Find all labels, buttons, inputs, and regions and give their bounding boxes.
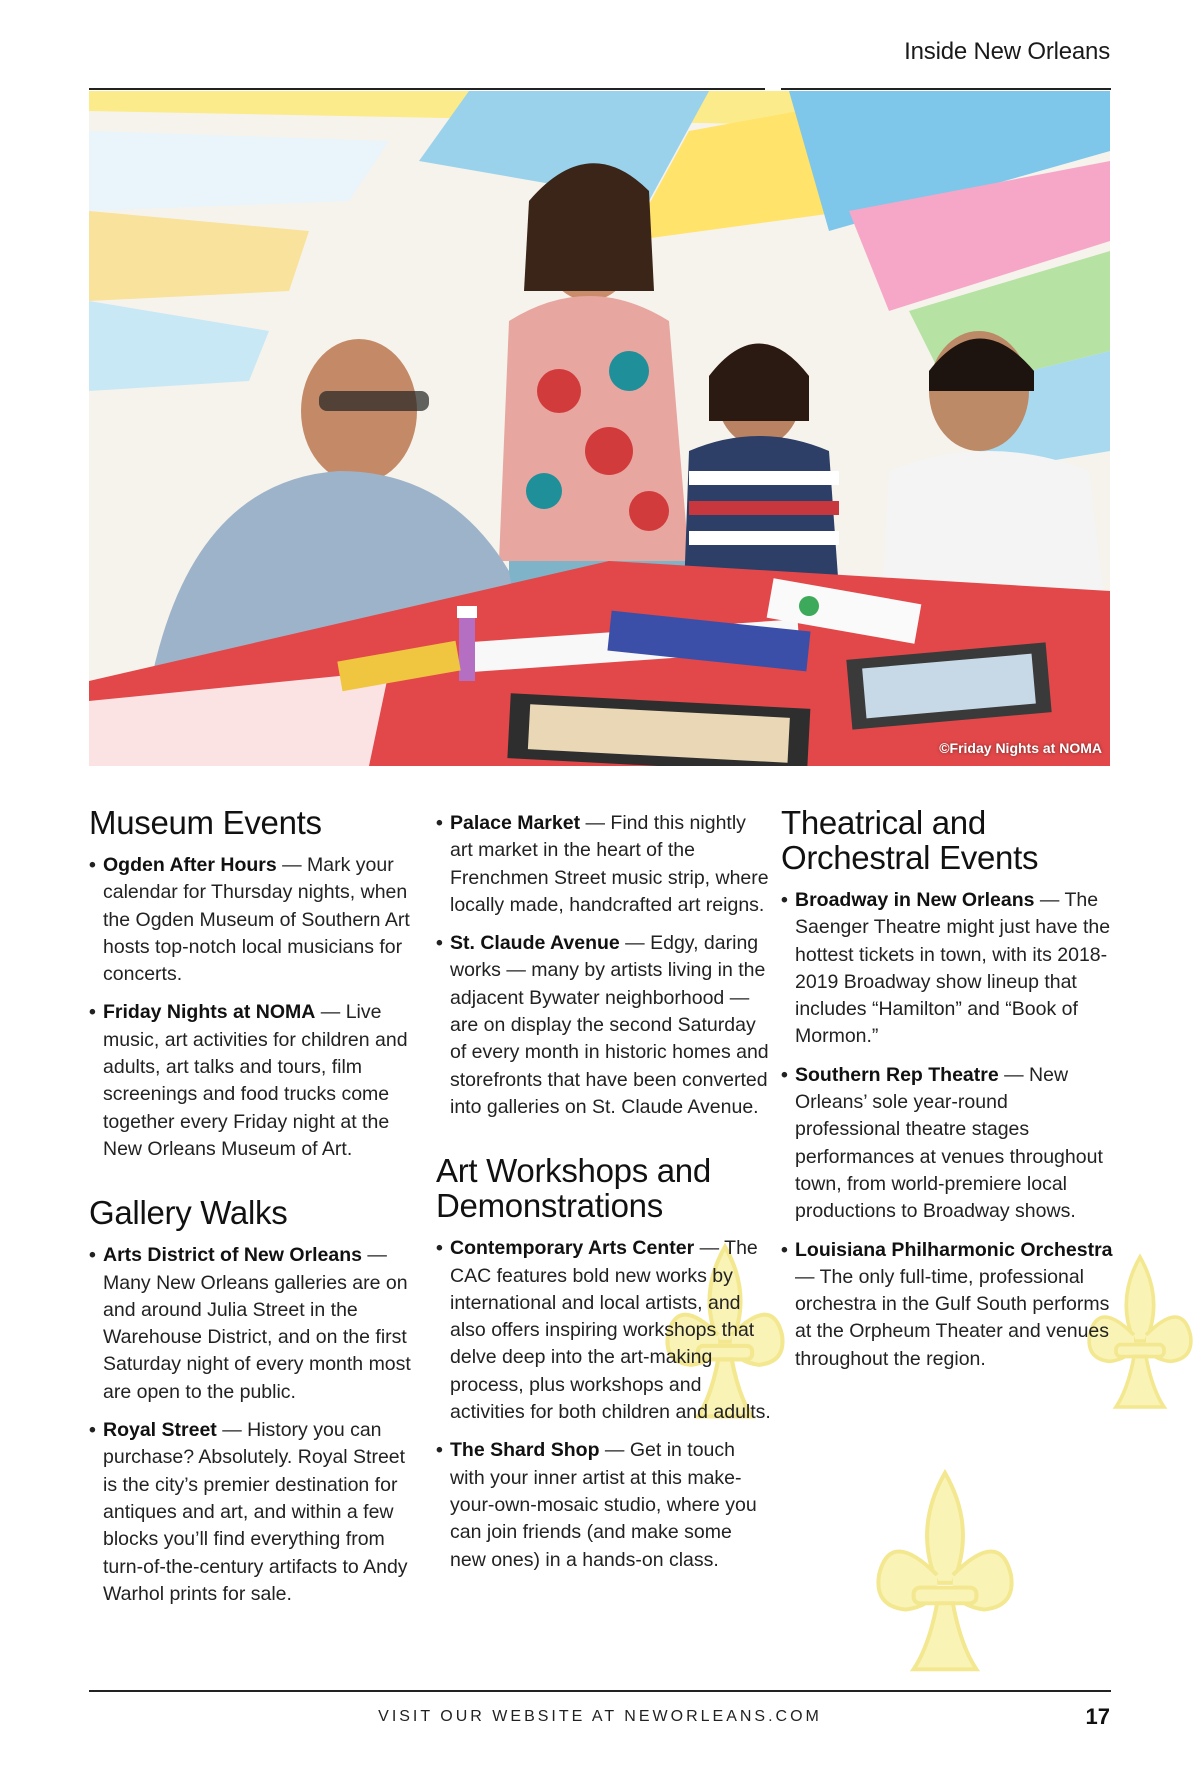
list-item <box>436 930 771 1121</box>
page-number: 17 <box>1085 1704 1110 1729</box>
photo-illustration <box>89 91 1110 766</box>
top-rule-right <box>781 88 1111 90</box>
entry-text: — The only full-time, professional orchestra in the Gulf South performs at the Orpheum Theater and venues throughout the region. <box>795 1265 1110 1370</box>
entry-name: Broadway in New Orleans <box>795 889 1035 911</box>
hero-photo <box>89 91 1110 766</box>
entry-name: Louisiana Philharmonic Orchestra <box>795 1238 1113 1261</box>
entry-name: St. Claude Avenue <box>450 932 620 955</box>
heading-museum-events: Museum Events <box>89 804 322 841</box>
entry-name: Ogden After Hours <box>103 854 277 876</box>
gallery-walks-list <box>89 1242 424 1608</box>
list-item <box>89 1242 424 1406</box>
entry-name: Southern Rep Theatre <box>795 1063 999 1086</box>
entry-text: — History you can purchase? Absolutely. Royal Street is the city’s premier destination for antiques and art, and within a few blocks you’ll find everything from turn-of-the-century artifacts to Andy Warhol prints for sale. <box>103 1419 408 1605</box>
entry-text: — Live music, art activities for children and adults, art talks and tours, film screenings and food trucks come together every Friday night at the New Orleans Museum of Art. <box>103 1001 408 1160</box>
entry-text: — Mark your calendar for Thursday nights, when the Ogden Museum of Southern Art hosts top-notch local musicians for concerts. <box>103 854 410 986</box>
theatrical-list <box>781 887 1114 1373</box>
list-item <box>781 1062 1114 1226</box>
list-item <box>89 852 424 988</box>
heading-gallery-walks: Gallery Walks <box>89 1194 288 1232</box>
entry-text: — The CAC features bold new works by international and local artists, and also offers inspiring workshops that delve deep into the art-making process, plus workshops and activities for both children and adults. <box>450 1237 771 1424</box>
entry-name: Palace Market <box>450 812 581 834</box>
entry-text: — Find this nightly art market in the heart of the Frenchmen Street music strip, where locally made, handcrafted art reigns. <box>450 812 769 916</box>
entry-text: — Edgy, daring works — many by artists living in the adjacent Bywater neighborhood — are on display the second Saturday of every month in historic homes and storefronts that have been converted into galleries on St. Claude Avenue. <box>450 932 769 1118</box>
list-item <box>436 1437 771 1573</box>
bottom-rule <box>89 1690 1111 1692</box>
markets-list <box>436 810 771 1121</box>
heading-art-workshops: Art Workshops and Demonstrations <box>436 1152 711 1225</box>
list-item <box>781 1237 1114 1373</box>
workshops-list <box>436 1235 771 1574</box>
list-item <box>781 887 1114 1051</box>
entry-text: — The Saenger Theatre might just have the hottest tickets in town, with its 2018-2019 Broadway show lineup that includes “Hamilton” and “Book of Mormon.” <box>795 889 1111 1048</box>
section-header: Inside New Orleans <box>904 38 1110 65</box>
entry-text: — New Orleans’ sole year-round professional theatre stages performances at venues throughout town, from world-premiere local productions to Broadway shows. <box>795 1063 1103 1223</box>
column-2 <box>436 810 771 1585</box>
list-item <box>89 999 424 1163</box>
column-1 <box>89 805 424 1619</box>
fleur-de-lis-icon <box>845 1465 1045 1685</box>
top-rule-left <box>89 88 765 90</box>
footer-website-text: VISIT OUR WEBSITE AT NEWORLEANS.COM <box>378 1708 822 1725</box>
photo-credit: ©Friday Nights at NOMA <box>939 740 1102 756</box>
list-item <box>436 810 771 919</box>
list-item <box>436 1235 771 1426</box>
heading-theatrical-events: Theatrical and Orchestral Events <box>781 804 1039 876</box>
entry-name: Royal Street <box>103 1419 217 1442</box>
entry-text: — Many New Orleans galleries are on and around Julia Street in the Warehouse District, and on the first Saturday night of every month most are open to the public. <box>103 1244 411 1403</box>
entry-text: — Get in touch with your inner artist at this make-your-own-mosaic studio, where you can join friends (and make some new ones) in a hands-on class. <box>450 1439 757 1571</box>
entry-name: Arts District of New Orleans <box>103 1244 362 1267</box>
column-3 <box>781 805 1114 1384</box>
museum-events-list <box>89 852 424 1163</box>
list-item <box>89 1417 424 1608</box>
entry-name: Contemporary Arts Center <box>450 1237 695 1260</box>
fleur-de-lis-outline <box>878 1473 1011 1669</box>
entry-name: Friday Nights at NOMA <box>103 1001 316 1024</box>
entry-name: The Shard Shop <box>450 1439 600 1462</box>
